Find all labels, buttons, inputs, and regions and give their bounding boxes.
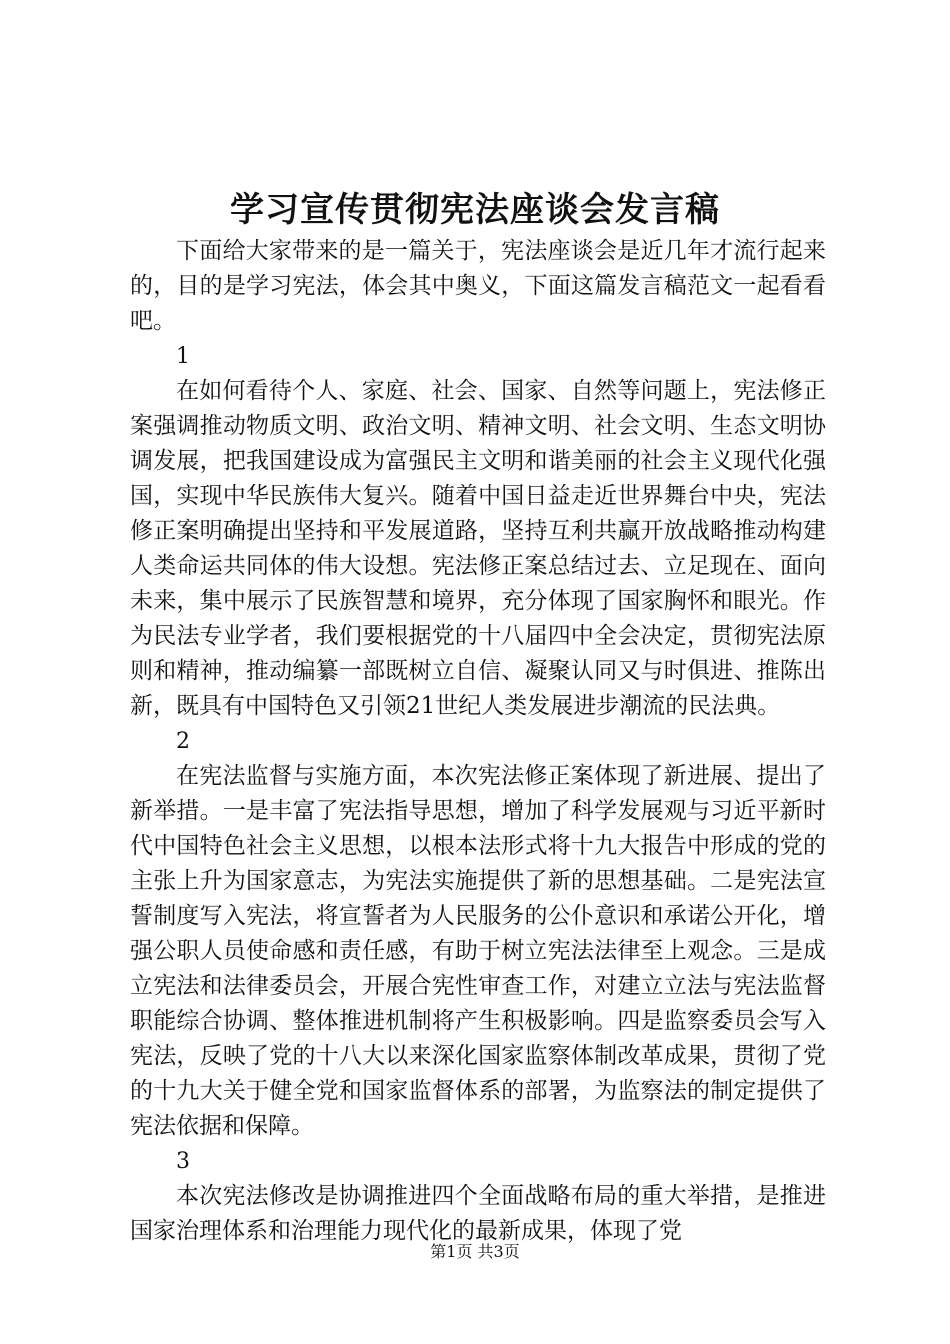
section-number-3: 3 <box>176 1149 190 1174</box>
section-paragraph-3: 本次宪法修改是协调推进四个全面战略布局的重大举措，是推进国家治理体系和治理能力现代化的最新成果，体现了党 <box>130 1183 826 1244</box>
section-number-2: 2 <box>176 729 190 754</box>
section-number-1: 1 <box>176 344 190 369</box>
document-body <box>130 234 826 1249</box>
page-title: 学习宣传贯彻宪法座谈会发言稿 <box>230 190 720 230</box>
section-paragraph-1: 在如何看待个人、家庭、社会、国家、自然等问题上，宪法修正案强调推动物质文明、政治文明、精神文明、社会文明、生态文明协调发展，把我国建设成为富强民主文明和谐美丽的社会主义现代化强国，实现中华民族伟大复兴。随着中国日益走近世界舞台中央，宪法修正案明确提出坚持和平发展道路，坚持互利共赢开放战略推动构建人类命运共同体的伟大设想。宪法修正案总结过去、立足现在、面向未来，集中展示了民族智慧和境界，充分体现了国家胸怀和眼光。作为民法专业学者，我们要根据党的十八届四中全会决定，贯彻宪法原则和精神，推动编纂一部既树立自信、凝聚认同又与时俱进、推陈出新，既具有中国特色又引领21世纪人类发展进步潮流的民法典。 <box>130 378 826 719</box>
section-paragraph-2: 在宪法监督与实施方面，本次宪法修正案体现了新进展、提出了新举措。一是丰富了宪法指导思想，增加了科学发展观与习近平新时代中国特色社会主义思想，以根本法形式将十九大报告中形成的党的主张上升为国家意志，为宪法实施提供了新的思想基础。二是宪法宣誓制度写入宪法，将宣誓者为人民服务的公仆意识和承诺公开化，增强公职人员使命感和责任感，有助于树立宪法法律至上观念。三是成立宪法和法律委员会，开展合宪性审查工作，对建立立法与宪法监督职能综合协调、整体推进机制将产生积极影响。四是监察委员会写入宪法，反映了党的十八大以来深化国家监察体制改革成果，贯彻了党的十九大关于健全党和国家监督体系的部署，为监察法的制定提供了宪法依据和保障。 <box>130 763 826 1139</box>
page-footer: 第1页 共3页 <box>430 1242 520 1261</box>
intro-paragraph: 下面给大家带来的是一篇关于，宪法座谈会是近几年才流行起来的，目的是学习宪法，体会其中奥义，下面这篇发言稿范文一起看看吧。 <box>130 238 826 334</box>
